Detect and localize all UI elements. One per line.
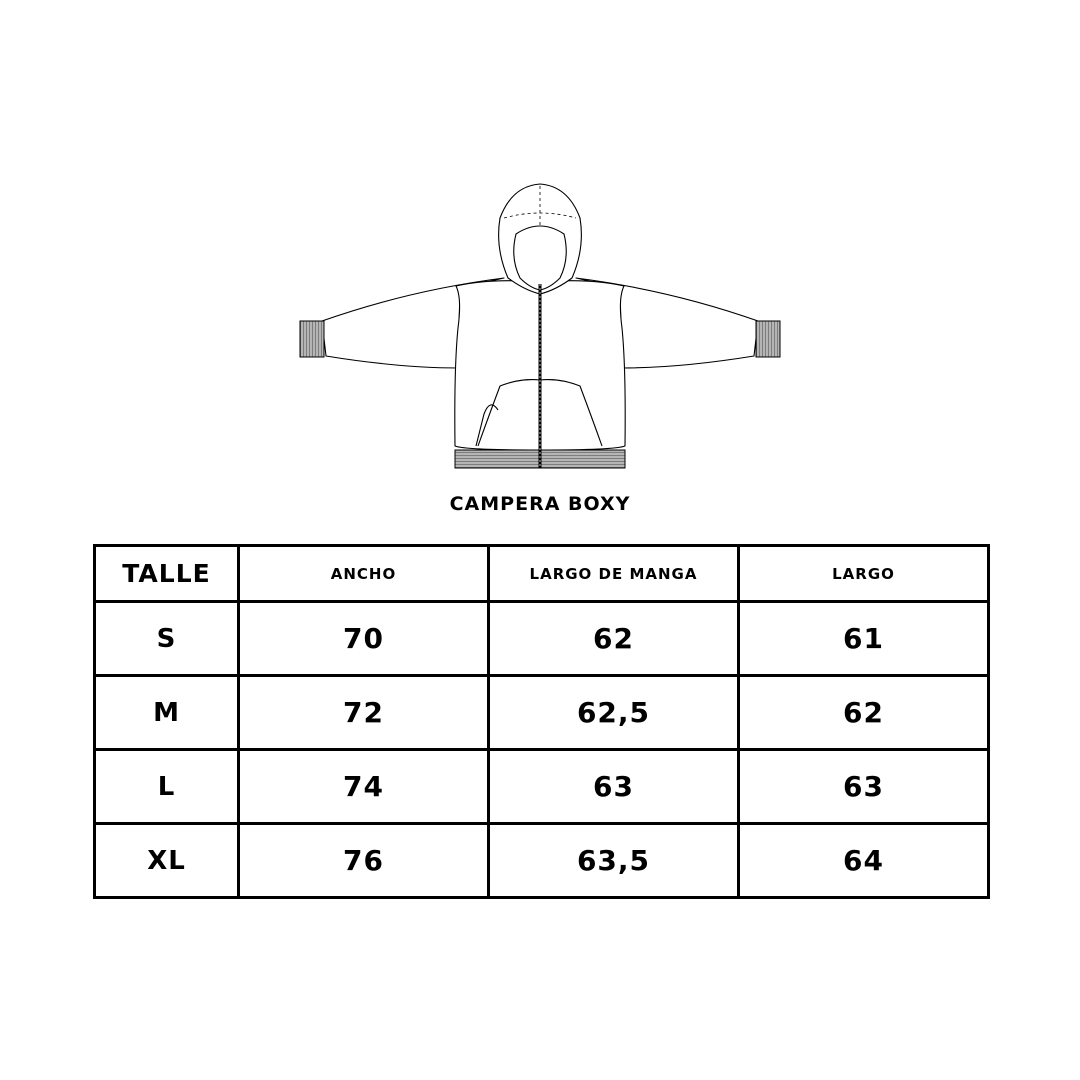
header-sleeve-length: LARGO DE MANGA (489, 546, 739, 602)
cell-width: 76 (239, 824, 489, 898)
cell-size: L (95, 750, 239, 824)
hoodie-illustration (290, 178, 790, 476)
cell-width: 72 (239, 676, 489, 750)
table-row (95, 602, 989, 676)
cell-size: S (95, 602, 239, 676)
cell-width: 74 (239, 750, 489, 824)
cell-length: 61 (739, 602, 989, 676)
header-size: TALLE (95, 546, 239, 602)
cell-length: 63 (739, 750, 989, 824)
header-width: ANCHO (239, 546, 489, 602)
size-table (93, 544, 990, 899)
cell-size: XL (95, 824, 239, 898)
cell-length: 62 (739, 676, 989, 750)
cell-sleeve-length: 63 (489, 750, 739, 824)
cell-size: M (95, 676, 239, 750)
table-row (95, 824, 989, 898)
table-row (95, 750, 989, 824)
cell-sleeve-length: 62,5 (489, 676, 739, 750)
table-row (95, 676, 989, 750)
table-header-row (95, 546, 989, 602)
product-title: CAMPERA BOXY (449, 493, 631, 515)
cell-sleeve-length: 63,5 (489, 824, 739, 898)
header-length: LARGO (739, 546, 989, 602)
cell-sleeve-length: 62 (489, 602, 739, 676)
cell-length: 64 (739, 824, 989, 898)
cell-width: 70 (239, 602, 489, 676)
